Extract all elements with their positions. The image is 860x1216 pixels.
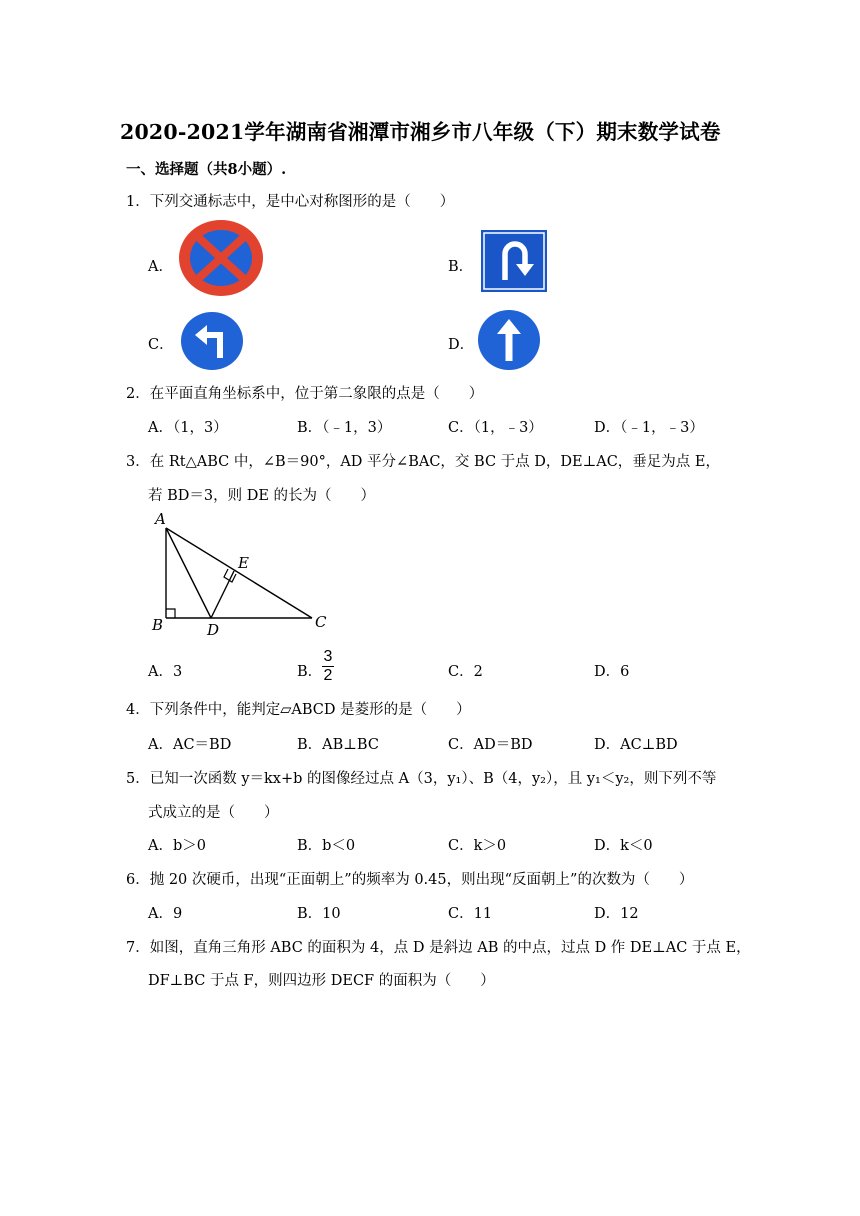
q1-option-b-label: B． (448, 259, 474, 275)
q6-option-d: D．12 (594, 906, 639, 922)
triangle-abc-figure (148, 510, 333, 640)
q4-option-b: B．AB⊥BC (297, 737, 379, 753)
u-turn-sign-icon (481, 230, 547, 292)
q1-option-c-label: C． (148, 337, 174, 353)
q2-option-b: B．（﹣1，3） (297, 420, 392, 436)
turn-left-sign-icon (180, 311, 244, 371)
q5-option-c: C．k＞0 (448, 838, 507, 854)
question-3-line-1: 3．在 Rt△ABC 中，∠B＝90°，AD 平分∠BAC，交 BC 于点 D，DE⊥AC，垂足为点 E， (126, 454, 720, 470)
q3-option-d: D．6 (594, 664, 630, 680)
q6-option-c: C．11 (448, 906, 493, 922)
point-c-label: C (315, 613, 327, 631)
q3-option-c: C．2 (448, 664, 483, 680)
q6-option-a: A．9 (148, 906, 183, 922)
point-b-label: B (152, 616, 164, 634)
point-d-label: D (207, 621, 220, 639)
q1-option-d-label: D． (448, 337, 475, 353)
q4-option-c: C．AD＝BD (448, 737, 533, 753)
question-4-stem: 4．下列条件中，能判定▱ABCD 是菱形的是（ ） (126, 702, 471, 718)
q1-option-a-label: A． (148, 259, 173, 275)
q4-option-d: D．AC⊥BD (594, 737, 678, 753)
question-7-line-1: 7．如图，直角三角形 ABC 的面积为 4，点 D 是斜边 AB 的中点，过点 D 作 DE⊥AC 于点 E， (126, 940, 751, 956)
q5-option-d: D．k＜0 (594, 838, 653, 854)
question-1-stem: 1．下列交通标志中，是中心对称图形的是（ ） (126, 194, 455, 210)
q2-option-d: D．（﹣1，﹣3） (594, 420, 704, 436)
page-title: 2020-2021学年湖南省湘潭市湘乡市八年级（下）期末数学试卷 (120, 120, 721, 144)
q3-option-b-label: B． (297, 664, 323, 680)
point-a-label: A (155, 510, 166, 528)
point-e-label: E (238, 554, 249, 572)
q3-option-b-fraction (322, 649, 334, 684)
question-3-line-2: 若 BD＝3，则 DE 的长为（ ） (148, 488, 376, 504)
q3-option-a: A．3 (148, 664, 183, 680)
section-heading: 一、选择题（共8小题）. (126, 161, 287, 178)
q2-option-c: C．（1，﹣3） (448, 420, 543, 436)
question-6-stem: 6．抛 20 次硬币，出现“正面朝上”的频率为 0.45，则出现“反面朝上”的次数为（ ） (126, 872, 694, 888)
q2-option-a: A．（1，3） (148, 420, 228, 436)
q4-option-a: A．AC＝BD (148, 737, 232, 753)
question-5-line-1: 5．已知一次函数 y＝kx+b 的图像经过点 A（3，y₁）、B（4，y₂），且 y₁＜y₂，则下列不等 (126, 771, 717, 787)
straight-ahead-sign-icon (477, 309, 541, 371)
no-parking-sign-icon (178, 219, 264, 297)
question-7-line-2: DF⊥BC 于点 F，则四边形 DECF 的面积为（ ） (148, 973, 495, 989)
q5-option-b: B．b＜0 (297, 838, 356, 854)
fraction-denominator: 2 (323, 667, 333, 684)
triangle-diagram (148, 514, 333, 640)
fraction-numerator: 3 (323, 648, 333, 665)
q5-option-a: A．b＞0 (148, 838, 206, 854)
question-2-stem: 2．在平面直角坐标系中，位于第二象限的点是（ ） (126, 386, 484, 402)
q6-option-b: B．10 (297, 906, 341, 922)
question-5-line-2: 式成立的是（ ） (148, 805, 279, 821)
